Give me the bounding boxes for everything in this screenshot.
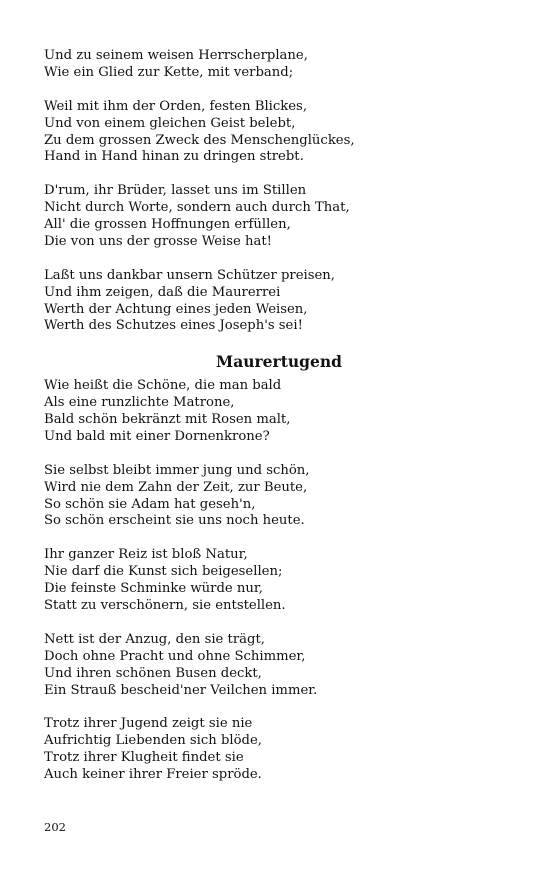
stanza bbox=[44, 547, 514, 615]
verse-line: Trotz ihrer Jugend zeigt sie nie bbox=[44, 716, 253, 732]
verse-line: Und von einem gleichen Geist belebt, bbox=[44, 115, 296, 131]
verse-line: Als eine runzlichte Matrone, bbox=[44, 395, 235, 411]
page-number: 202 bbox=[44, 820, 66, 834]
stanza bbox=[44, 268, 514, 336]
verse-line: Hand in Hand hinan zu dringen strebt. bbox=[44, 149, 304, 165]
verse-line: Auch keiner ihrer Freier spröde. bbox=[44, 767, 262, 783]
stanza bbox=[44, 632, 514, 700]
verse-line: Doch ohne Pracht und ohne Schimmer, bbox=[44, 648, 306, 664]
verse-line: Werth der Achtung eines jeden Weisen, bbox=[44, 301, 308, 317]
verse-line: Sie selbst bleibt immer jung und schön, bbox=[44, 462, 310, 478]
verse-line: Trotz ihrer Klugheit findet sie bbox=[44, 750, 244, 766]
verse-line: Laßt uns dankbar unsern Schützer preisen, bbox=[44, 267, 335, 283]
stanza bbox=[44, 463, 514, 531]
verse-line: Und ihm zeigen, daß die Maurerrei bbox=[44, 284, 281, 300]
verse-line: Nie darf die Kunst sich beigesellen; bbox=[44, 564, 283, 580]
section-title: Maurertugend bbox=[216, 352, 342, 372]
verse-line: Ihr ganzer Reiz ist bloß Natur, bbox=[44, 547, 248, 563]
stanza bbox=[44, 48, 514, 82]
verse-line: Und bald mit einer Dornenkrone? bbox=[44, 428, 270, 444]
verse-line: So schön erscheint sie uns noch heute. bbox=[44, 513, 305, 529]
verse-line: Statt zu verschönern, sie entstellen. bbox=[44, 598, 286, 613]
verse-line: Und zu seinem weisen Herrscherplane, bbox=[44, 48, 308, 63]
stanza bbox=[44, 99, 514, 167]
stanza bbox=[44, 378, 514, 446]
poem-continuation bbox=[44, 48, 514, 335]
verse-line: Und ihren schönen Busen deckt, bbox=[44, 665, 262, 681]
verse-line: Die feinste Schminke würde nur, bbox=[44, 581, 263, 597]
verse-line: Wie heißt die Schöne, die man bald bbox=[44, 378, 282, 394]
verse-line: Wird nie dem Zahn der Zeit, zur Beute, bbox=[44, 479, 308, 495]
verse-line: Nicht durch Worte, sondern auch durch That, bbox=[44, 200, 350, 216]
verse-line: So schön sie Adam hat geseh'n, bbox=[44, 496, 256, 512]
stanza bbox=[44, 716, 514, 784]
verse-line: Zu dem grossen Zweck des Menschenglückes, bbox=[44, 132, 355, 148]
verse-line: Aufrichtig Liebenden sich blöde, bbox=[44, 733, 262, 749]
poem-page bbox=[44, 48, 514, 801]
verse-line: D'rum, ihr Brüder, lasset uns im Stillen bbox=[44, 183, 307, 199]
poem-maurertugend bbox=[44, 378, 514, 784]
verse-line: Bald schön bekränzt mit Rosen malt, bbox=[44, 412, 291, 428]
verse-line: Wie ein Glied zur Kette, mit verband; bbox=[44, 64, 294, 80]
verse-line: Werth des Schutzes eines Joseph's sei! bbox=[44, 318, 303, 334]
verse-line: Nett ist der Anzug, den sie trägt, bbox=[44, 631, 265, 647]
verse-line: Ein Strauß bescheid'ner Veilchen immer. bbox=[44, 682, 318, 698]
stanza bbox=[44, 183, 514, 251]
verse-line: Weil mit ihm der Orden, festen Blickes, bbox=[44, 98, 308, 114]
verse-line: All' die grossen Hoffnungen erfüllen, bbox=[44, 217, 291, 233]
verse-line: Die von uns der grosse Weise hat! bbox=[44, 233, 272, 249]
